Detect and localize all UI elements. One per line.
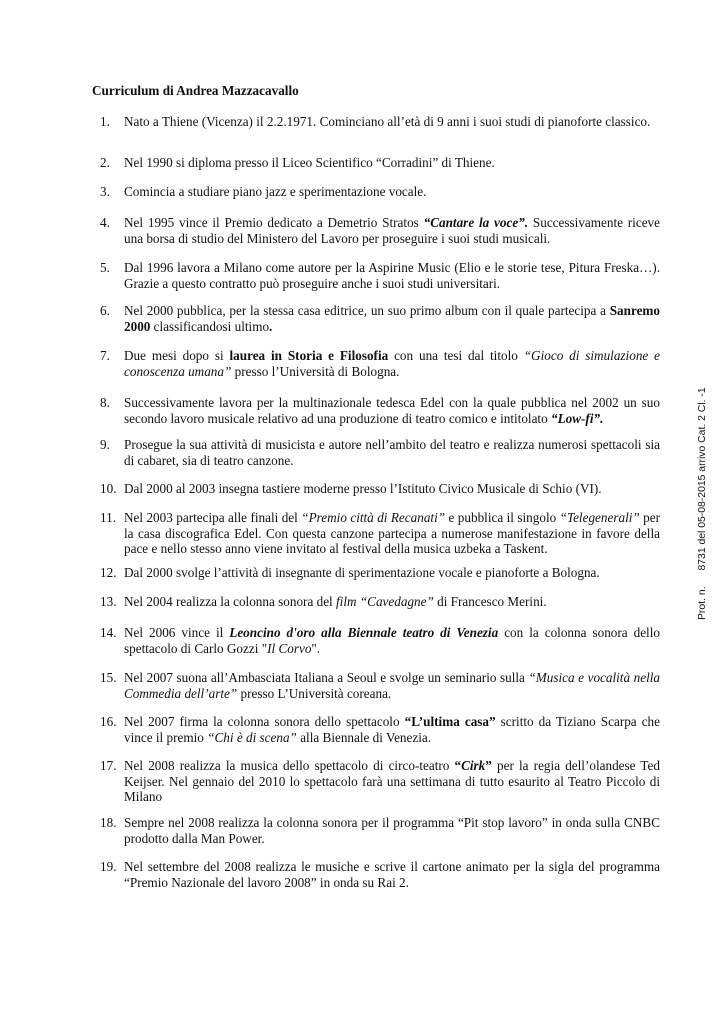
protocol-stamp xyxy=(697,387,708,620)
item-number: 12. xyxy=(100,565,117,580)
item-text xyxy=(124,625,660,656)
text-run: “Premio città di Recanati” xyxy=(301,510,446,525)
text-run: “ xyxy=(454,758,462,773)
text-run: Nel 2003 partecipa alle finali del xyxy=(124,510,302,525)
text-run: classificandosi ultimo xyxy=(150,318,270,334)
item-text xyxy=(124,714,660,745)
text-run: “Musica e vocalità nella Commedia dell’arte” xyxy=(124,670,660,701)
text-run: Nel 2007 firma la colonna sonora dello spettacolo xyxy=(124,714,405,729)
text-run: scritto da Tiziano Scarpa che vince il premio xyxy=(124,714,660,745)
item-text xyxy=(124,260,660,291)
text-run: “Low-fi”. xyxy=(551,410,604,426)
text-run: Sempre nel 2008 realizza la colonna sonora per il programma “Pit stop lavoro” in onda sulla CNBC prodotto dalla Man Power. xyxy=(124,815,660,846)
text-run: “L’ultima casa” xyxy=(404,714,496,729)
text-run: Nel 2008 realizza la musica dello spettacolo di circo-teatro xyxy=(124,758,455,773)
item-text xyxy=(124,395,660,426)
text-run: Leoncino d'oro alla Biennale teatro di Venezia xyxy=(229,625,499,640)
item-number: 6. xyxy=(100,303,110,318)
text-run: Nel 2006 vince il xyxy=(124,625,230,640)
item-number: 13. xyxy=(100,594,117,609)
item-number: 4. xyxy=(100,215,110,230)
item-number: 8. xyxy=(100,395,110,410)
text-run: Successivamente riceve una borsa di studio del Ministero del Lavoro per proseguire i suoi studi musicali. xyxy=(124,215,660,246)
document-title: Curriculum di Andrea Mazzacavallo xyxy=(92,83,299,98)
text-run: ". xyxy=(311,640,321,656)
text-run: Dal 2000 al 2003 insegna tastiere moderne presso l’Istituto Civico Musicale di Schio (VI). xyxy=(124,481,602,496)
text-run: Il Corvo xyxy=(267,640,312,656)
text-run: Successivamente lavora per la multinazionale tedesca Edel con la quale pubblica nel 2002 un suo secondo lavoro musicale relativo ad una produzione di teatro comico e intitolato xyxy=(124,395,660,426)
text-run: con la colonna sonora dello spettacolo di Carlo Gozzi " xyxy=(124,625,660,656)
text-run: Nel 2007 suona all’Ambasciata Italiana a Seoul e svolge un seminario sulla xyxy=(124,670,529,685)
item-text xyxy=(124,670,660,701)
text-run: presso L’Università coreana. xyxy=(237,685,392,701)
item-number: 7. xyxy=(100,348,110,363)
text-run: Dal 1996 lavora a Milano come autore per la Aspirine Music (Elio e le storie tese, Pitura Freska…). Grazie a questo contratto può proseguire anche i suoi studi universitari. xyxy=(124,260,660,291)
item-text xyxy=(124,184,660,200)
text-run: Sanremo 2000 xyxy=(124,303,660,334)
protocol-label: Prot. n. xyxy=(697,586,708,620)
text-run: di Francesco Merini. xyxy=(433,594,547,609)
text-run: Comincia a studiare piano jazz e sperimentazione vocale. xyxy=(124,184,427,199)
text-run: . xyxy=(269,318,273,334)
protocol-number: 8731 del 05-08-2015 arrivo Cat. 2 Cl. -1 xyxy=(697,387,708,571)
text-run: “Telegenerali” xyxy=(559,510,640,525)
item-number: 11. xyxy=(100,510,116,525)
text-run: “Cantare la voce”. xyxy=(423,215,529,230)
text-run: Nel settembre del 2008 realizza le musiche e scrive il cartone animato per la sigla del programma “Premio Nazionale del lavoro 2008” in onda su Rai 2. xyxy=(124,859,660,890)
text-run: ” xyxy=(485,758,492,773)
text-run: Nel 2004 realizza la colonna sonora del xyxy=(124,594,337,609)
text-run: Nel 1990 si diploma presso il Liceo Scientifico “Corradini” di Thiene. xyxy=(124,155,495,170)
item-text xyxy=(124,114,660,130)
text-run: “Chi è di scena” xyxy=(207,729,297,745)
item-number: 17. xyxy=(100,758,117,773)
text-run: per la casa discografica Edel. Con questa canzone partecipa a numerose manifestazione in favore della pace e nello stesso anno viene invitato al festival della musica uzbeka a Taskent. xyxy=(124,510,660,556)
text-run: con una tesi dal titolo xyxy=(388,348,524,363)
text-run: “Gioco di simulazione e conoscenza umana” xyxy=(124,348,660,379)
text-run: e pubblica il singolo xyxy=(445,510,560,525)
item-number: 16. xyxy=(100,714,117,729)
item-number: 15. xyxy=(100,670,117,685)
item-text xyxy=(124,565,660,581)
text-run: per la regia dell’olandese Ted Keijser. Nel gennaio del 2010 lo spettacolo farà una settimana di tutto esaurito al Teatro Piccolo di Milano xyxy=(124,758,660,804)
text-run: laurea in Storia e Filosofia xyxy=(229,348,389,363)
item-text xyxy=(124,510,660,557)
item-text xyxy=(124,215,660,246)
item-text xyxy=(124,758,660,805)
item-text xyxy=(124,594,660,610)
text-run: alla Biennale di Venezia. xyxy=(296,729,432,745)
item-number: 14. xyxy=(100,625,117,640)
item-number: 1. xyxy=(100,114,110,129)
item-number: 10. xyxy=(100,481,117,496)
item-text xyxy=(124,815,660,846)
text-run: Dal 2000 svolge l’attività di insegnante di sperimentazione vocale e pianoforte a Bologna. xyxy=(124,565,600,580)
text-run: film “Cavedagne” xyxy=(336,594,434,609)
item-number: 9. xyxy=(100,437,110,452)
item-number: 5. xyxy=(100,260,110,275)
text-run: Nel 2000 pubblica, per la stessa casa editrice, un suo primo album con il quale partecipa a xyxy=(124,303,610,318)
text-run: Nel 1995 vince il Premio dedicato a Demetrio Stratos xyxy=(124,215,424,230)
text-run: presso l’Università di Bologna. xyxy=(231,363,400,379)
item-text xyxy=(124,348,660,379)
text-run: Due mesi dopo si xyxy=(124,348,230,363)
text-run: Cirk xyxy=(461,758,486,773)
item-text xyxy=(124,859,660,890)
item-text xyxy=(124,481,660,497)
item-number: 3. xyxy=(100,184,110,199)
text-run: Prosegue la sua attività di musicista e autore nell’ambito del teatro e realizza numerosi spettacoli sia di cabaret, sia di teatro canzone. xyxy=(124,437,660,468)
item-text xyxy=(124,303,660,334)
text-run: Nato a Thiene (Vicenza) il 2.2.1971. Cominciano all’età di 9 anni i suoi studi di pianoforte classico. xyxy=(124,114,651,129)
item-number: 19. xyxy=(100,859,117,874)
item-number: 2. xyxy=(100,155,110,170)
item-number: 18. xyxy=(100,815,117,830)
item-text xyxy=(124,155,660,171)
item-text xyxy=(124,437,660,468)
